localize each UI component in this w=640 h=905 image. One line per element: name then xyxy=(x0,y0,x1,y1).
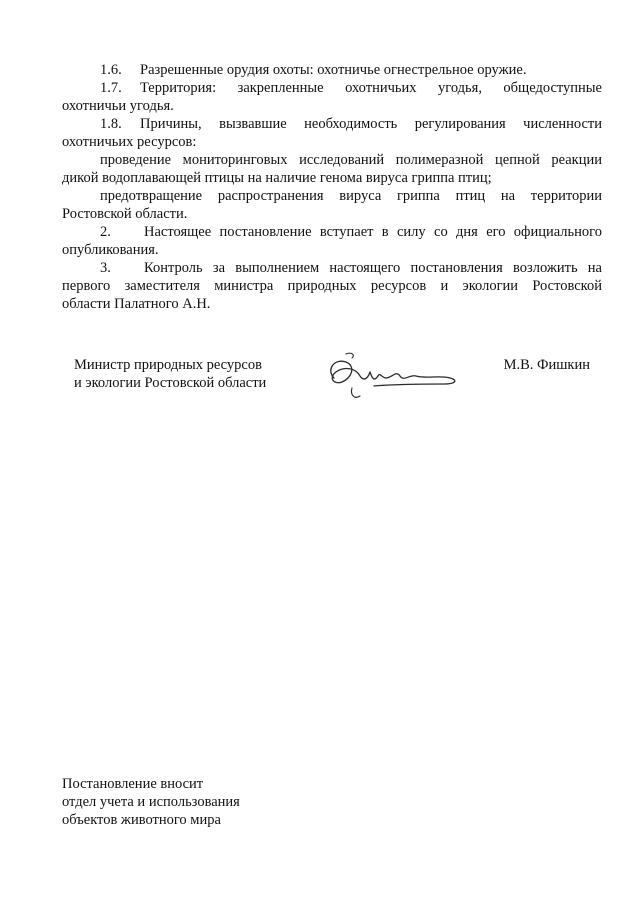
reason-item xyxy=(62,187,602,223)
reason-text: предотвращение распространения вируса гриппа птиц на территории xyxy=(100,188,602,204)
signature-block xyxy=(74,356,594,406)
paragraph-number: 1.6. xyxy=(100,62,122,78)
submitter-note-line: объектов животного мира xyxy=(62,812,221,828)
signatory-title-line: Министр природных ресурсов xyxy=(74,357,262,373)
paragraph-text: Причины, вызвавшие необходимость регулирования численности xyxy=(140,116,602,132)
paragraph-line: Ростовской области. xyxy=(62,206,188,222)
paragraph-1-7 xyxy=(62,79,602,115)
submitter-note xyxy=(62,775,362,829)
signatory-title xyxy=(74,356,294,392)
paragraph-line: опубликования. xyxy=(62,242,159,258)
document-body xyxy=(62,61,602,313)
paragraph-text: Контроль за выполнением настоящего постановления возложить на xyxy=(144,260,602,276)
paragraph-number: 1.7. xyxy=(100,80,122,96)
paragraph-number: 3. xyxy=(100,260,111,276)
paragraph-1-6 xyxy=(62,61,602,79)
paragraph-text: Разрешенные орудия охоты: охотничье огнестрельное оружие. xyxy=(140,62,527,78)
paragraph-line: первого заместителя министра природных ресурсов и экологии Ростовской xyxy=(62,278,602,294)
paragraph-1-8 xyxy=(62,115,602,151)
paragraph-line xyxy=(62,223,602,241)
signatory-title-line: и экологии Ростовской области xyxy=(74,375,267,391)
paragraph-line xyxy=(62,115,602,133)
paragraph-3 xyxy=(62,259,602,313)
paragraph-number: 1.8. xyxy=(100,116,122,132)
paragraph-line: охотничьих ресурсов: xyxy=(62,134,197,150)
submitter-note-line: отдел учета и использования xyxy=(62,794,240,810)
submitter-note-line: Постановление вносит xyxy=(62,776,204,792)
paragraph-line: области Палатного А.Н. xyxy=(62,296,211,312)
paragraph-line xyxy=(62,79,602,97)
paragraph-line xyxy=(62,151,602,169)
paragraph-line: охотничьи угодья. xyxy=(62,98,174,114)
reason-item xyxy=(62,151,602,187)
handwritten-signature xyxy=(312,348,472,408)
signatory-name: М.В. Фишкин xyxy=(503,357,590,373)
paragraph-line xyxy=(62,259,602,277)
paragraph-2 xyxy=(62,223,602,259)
paragraph-number: 2. xyxy=(100,224,111,240)
reason-text: проведение мониторинговых исследований полимеразной цепной реакции xyxy=(100,152,602,168)
paragraph-text: Территория: закрепленные охотничьих угодья, общедоступные xyxy=(140,80,602,96)
paragraph-line xyxy=(62,187,602,205)
paragraph-text: Настоящее постановление вступает в силу со дня его официального xyxy=(144,224,602,240)
paragraph-line: дикой водоплавающей птицы на наличие генома вируса гриппа птиц; xyxy=(62,170,492,186)
